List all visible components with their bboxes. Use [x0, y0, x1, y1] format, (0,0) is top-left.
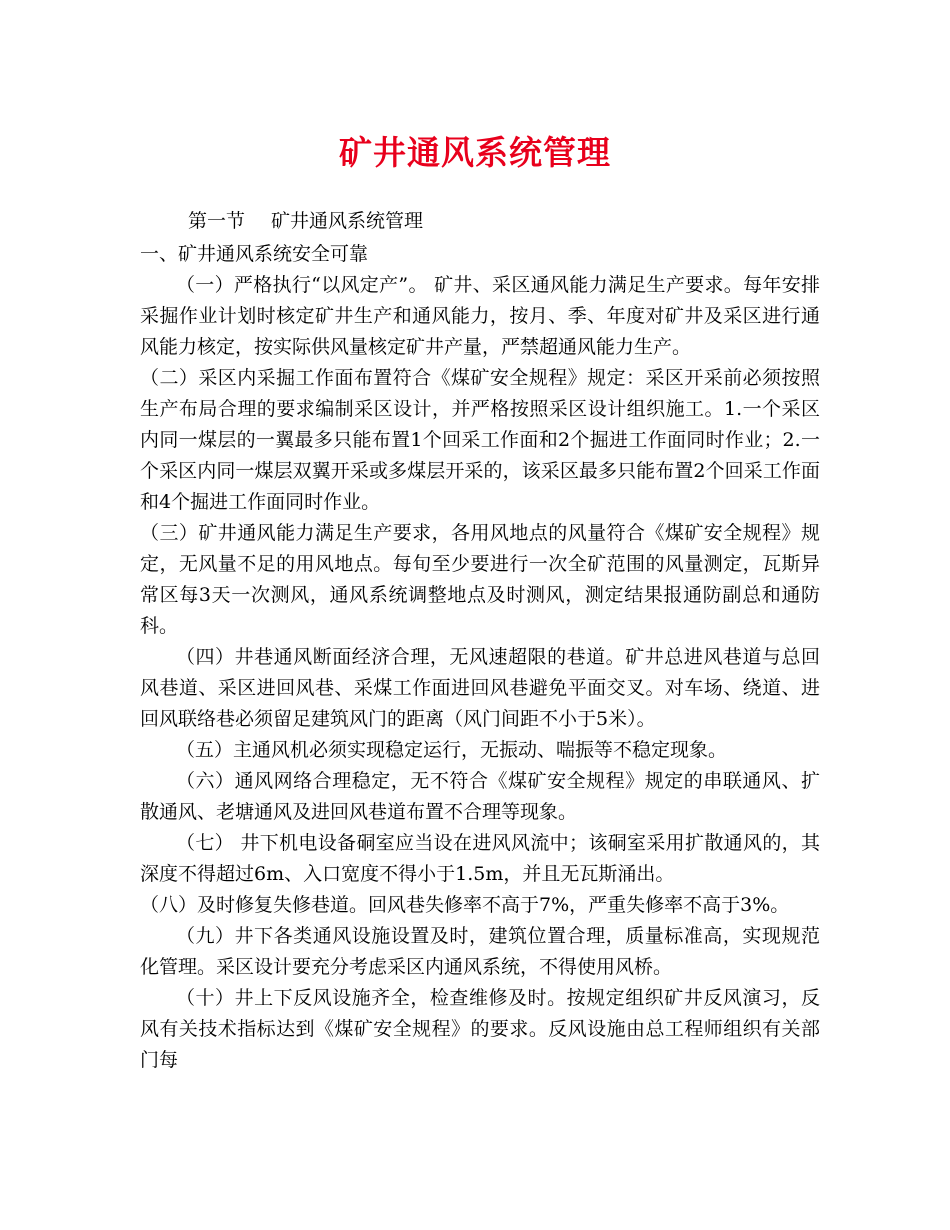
section-number: 第一节 [188, 210, 246, 232]
document-title: 矿井通风系统管理 [339, 133, 611, 172]
paragraph-2: （二）采区内采掘工作面布置符合《煤矿安全规程》规定：采区开采前必须按照生产布局合理的要求编制采区设计，并严格按照采区设计组织施工。1.一个采区内同一煤层的一翼最多只能布置1个回采工作面和2个掘进工作面同时作业；2.一个采区内同一煤层双翼开采或多煤层开采的，该采区最多只能布置2个回采工作面和4个掘进工作面同时作业。 [140, 367, 820, 513]
heading-level1: 一、矿井通风系统安全可靠 [140, 243, 369, 265]
paragraph-7: （七） 井下机电设备硐室应当设在进风风流中；该硐室采用扩散通风的，其深度不得超过6m、入口宽度不得小于1.5m，并且无瓦斯涌出。 [140, 832, 820, 885]
paragraph-10: （十）井上下反风设施齐全，检查维修及时。按规定组织矿井反风演习，反风有关技术指标达到《煤矿安全规程》的要求。反风设施由总工程师组织有关部门每 [140, 987, 820, 1071]
paragraph-9: （九）井下各类通风设施设置及时，建筑位置合理，质量标准高，实现规范化管理。采区设计要充分考虑采区内通风系统，不得使用风桥。 [140, 925, 820, 978]
section-heading [140, 206, 820, 237]
paragraph-5: （五）主通风机必须实现稳定运行，无振动、喘振等不稳定现象。 [176, 739, 728, 761]
paragraph-1: （一）严格执行“以风定产”。 矿井、采区通风能力满足生产要求。每年安排采掘作业计划时核定矿井生产和通风能力，按月、季、年度对矿井及采区进行通风能力核定，按实际供风量核定矿井产量，严禁超通风能力生产。 [140, 274, 820, 358]
paragraph-3: （三）矿井通风能力满足生产要求，各用风地点的风量符合《煤矿安全规程》规定，无风量不足的用风地点。每旬至少要进行一次全矿范围的风量测定，瓦斯异常区每3天一次测风，通风系统调整地点及时测风，测定结果报通防副总和通防科。 [140, 522, 820, 637]
paragraph-4: （四）井巷通风断面经济合理，无风速超限的巷道。矿井总进风巷道与总回风巷道、采区进回风巷、采煤工作面进回风巷避免平面交叉。对车场、绕道、进回风联络巷必须留足建筑风门的距离（风门间距不小于5米）。 [140, 646, 820, 730]
paragraph-8: （八）及时修复失修巷道。回风巷失修率不高于7%，严重失修率不高于3%。 [140, 894, 790, 916]
document-body [140, 206, 820, 1076]
section-name: 矿井通风系统管理 [271, 210, 424, 232]
paragraph-6: （六）通风网络合理稳定，无不符合《煤矿安全规程》规定的串联通风、扩散通风、老塘通风及进回风巷道布置不合理等现象。 [140, 770, 820, 823]
